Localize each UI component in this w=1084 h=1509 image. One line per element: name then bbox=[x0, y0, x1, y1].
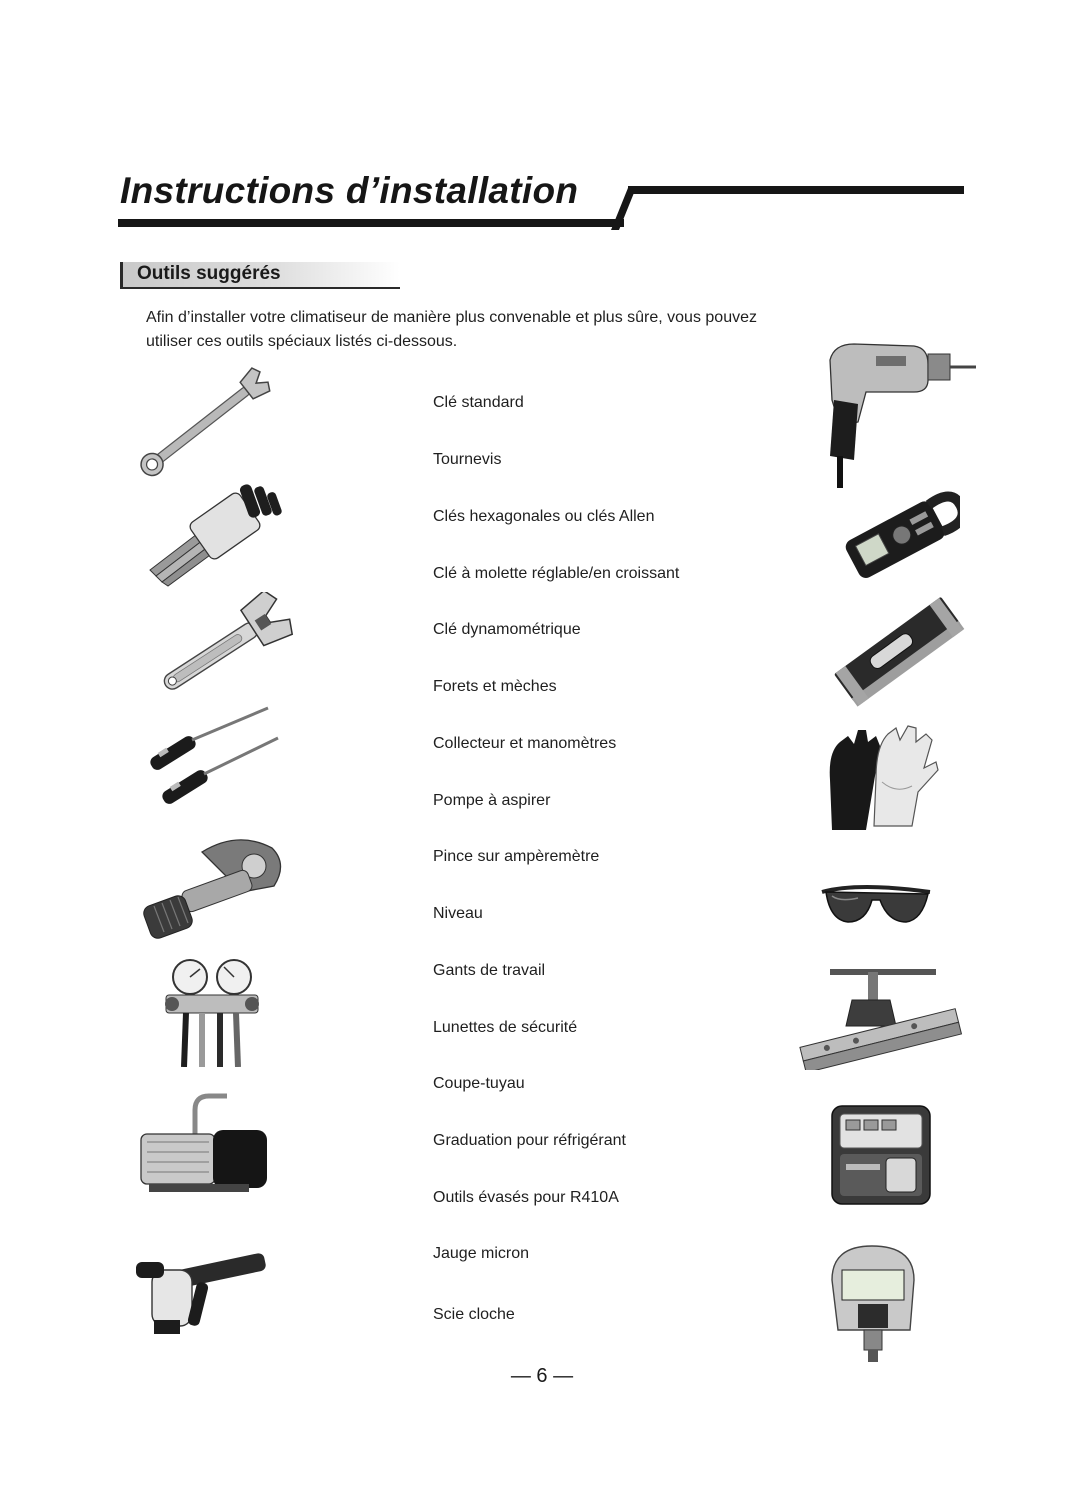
refrigerant-scale-icon bbox=[826, 1100, 936, 1210]
manifold-gauge-icon bbox=[150, 955, 270, 1067]
intro-paragraph bbox=[146, 306, 846, 354]
title-rule-top bbox=[628, 186, 964, 194]
vacuum-pump-icon bbox=[135, 1090, 275, 1205]
tool-item: Jauge micron bbox=[433, 1245, 530, 1262]
tool-item: Pompe à aspirer bbox=[433, 792, 551, 809]
gloves-icon bbox=[818, 722, 948, 832]
section-heading-label: Outils suggérés bbox=[137, 263, 281, 284]
tool-item: Pince sur ampèremètre bbox=[433, 848, 600, 865]
allen-keys-icon bbox=[140, 478, 290, 588]
pipe-cutter-icon bbox=[142, 828, 292, 943]
tool-item: Collecteur et manomètres bbox=[433, 735, 617, 752]
tool-item: Lunettes de sécurité bbox=[433, 1019, 578, 1036]
tool-item: Clé à molette réglable/en croissant bbox=[433, 565, 680, 582]
clamp-meter-icon bbox=[830, 478, 960, 588]
tool-item: Clés hexagonales ou clés Allen bbox=[433, 508, 655, 525]
wrench-icon bbox=[125, 365, 285, 485]
title-underline bbox=[118, 219, 624, 227]
tool-item: Gants de travail bbox=[433, 962, 546, 979]
section-heading bbox=[120, 262, 400, 289]
drill-icon bbox=[810, 330, 980, 490]
page-title: Instructions d’installation bbox=[120, 170, 579, 211]
micron-gauge-icon bbox=[824, 1240, 924, 1364]
tool-item: Clé dynamométrique bbox=[433, 621, 581, 638]
screwdrivers-icon bbox=[140, 702, 290, 812]
tool-item: Forets et mèches bbox=[433, 678, 557, 695]
tool-item: Coupe-tuyau bbox=[433, 1075, 525, 1092]
tool-item: Niveau bbox=[433, 905, 483, 922]
tool-item: Outils évasés pour R410A bbox=[433, 1189, 619, 1206]
adjustable-wrench-icon bbox=[148, 592, 298, 702]
tool-item: Graduation pour réfrigérant bbox=[433, 1132, 626, 1149]
hammer-drill-icon bbox=[130, 1232, 270, 1342]
intro-line-2: utiliser ces outils spéciaux listés ci-dessous. bbox=[146, 333, 458, 350]
tool-item: Scie cloche bbox=[433, 1306, 515, 1323]
intro-line-1: Afin d’installer votre climatiseur de manière plus convenable et plus sûre, vous pouvez bbox=[146, 309, 757, 326]
tool-item: Clé standard bbox=[433, 394, 524, 411]
flaring-tool-icon bbox=[786, 962, 972, 1070]
page-number: — 6 — bbox=[510, 1365, 574, 1387]
level-icon bbox=[828, 590, 968, 710]
safety-glasses-icon bbox=[818, 876, 938, 936]
tool-item: Tournevis bbox=[433, 451, 502, 468]
